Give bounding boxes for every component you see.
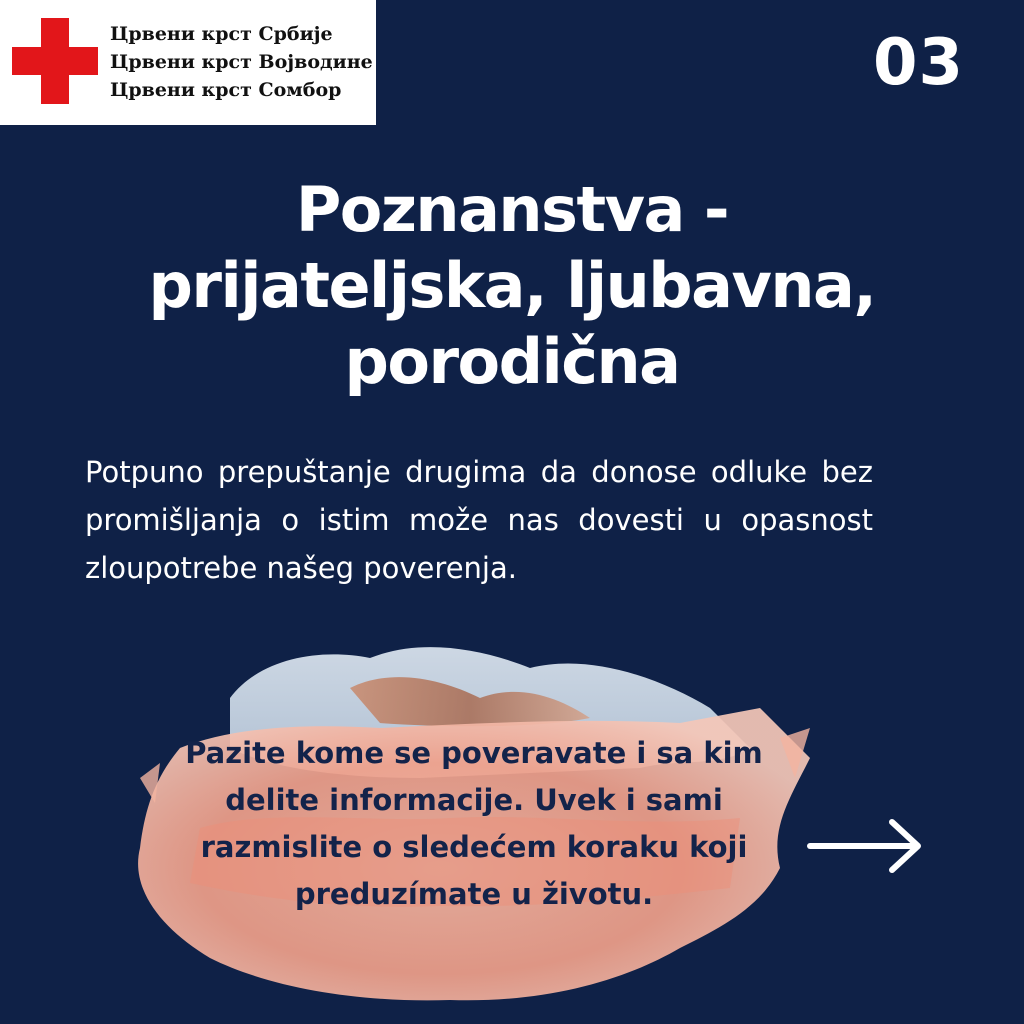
title-line-2: prijateljska, ljubavna, — [148, 249, 876, 322]
title-line-3: porodična — [344, 325, 680, 398]
callout-text: Pazite kome se poveravate i sa kim delite informacije. Uvek i sami razmislite o sledećem koraku koji preduzímate u životu. — [185, 736, 763, 911]
organization-logo — [0, 0, 376, 125]
arrow-right-icon[interactable] — [806, 818, 924, 874]
title-line-1: Poznanstva - — [295, 173, 729, 246]
org-name-serbia: Црвени крст Србије — [110, 23, 333, 45]
page-number: 03 — [872, 26, 964, 100]
body-paragraph: Potpuno prepuštanje drugima da donose odluke bez promišljanja o istim može nas dovesti u opasnost zloupotrebe našeg poverenja. — [85, 455, 873, 585]
page-title — [60, 172, 964, 400]
org-name-sombor: Црвени крст Сомбор — [110, 79, 342, 101]
organization-names — [110, 20, 372, 104]
org-name-vojvodina: Црвени крст Војводине — [110, 51, 373, 73]
red-cross-icon — [12, 18, 98, 104]
